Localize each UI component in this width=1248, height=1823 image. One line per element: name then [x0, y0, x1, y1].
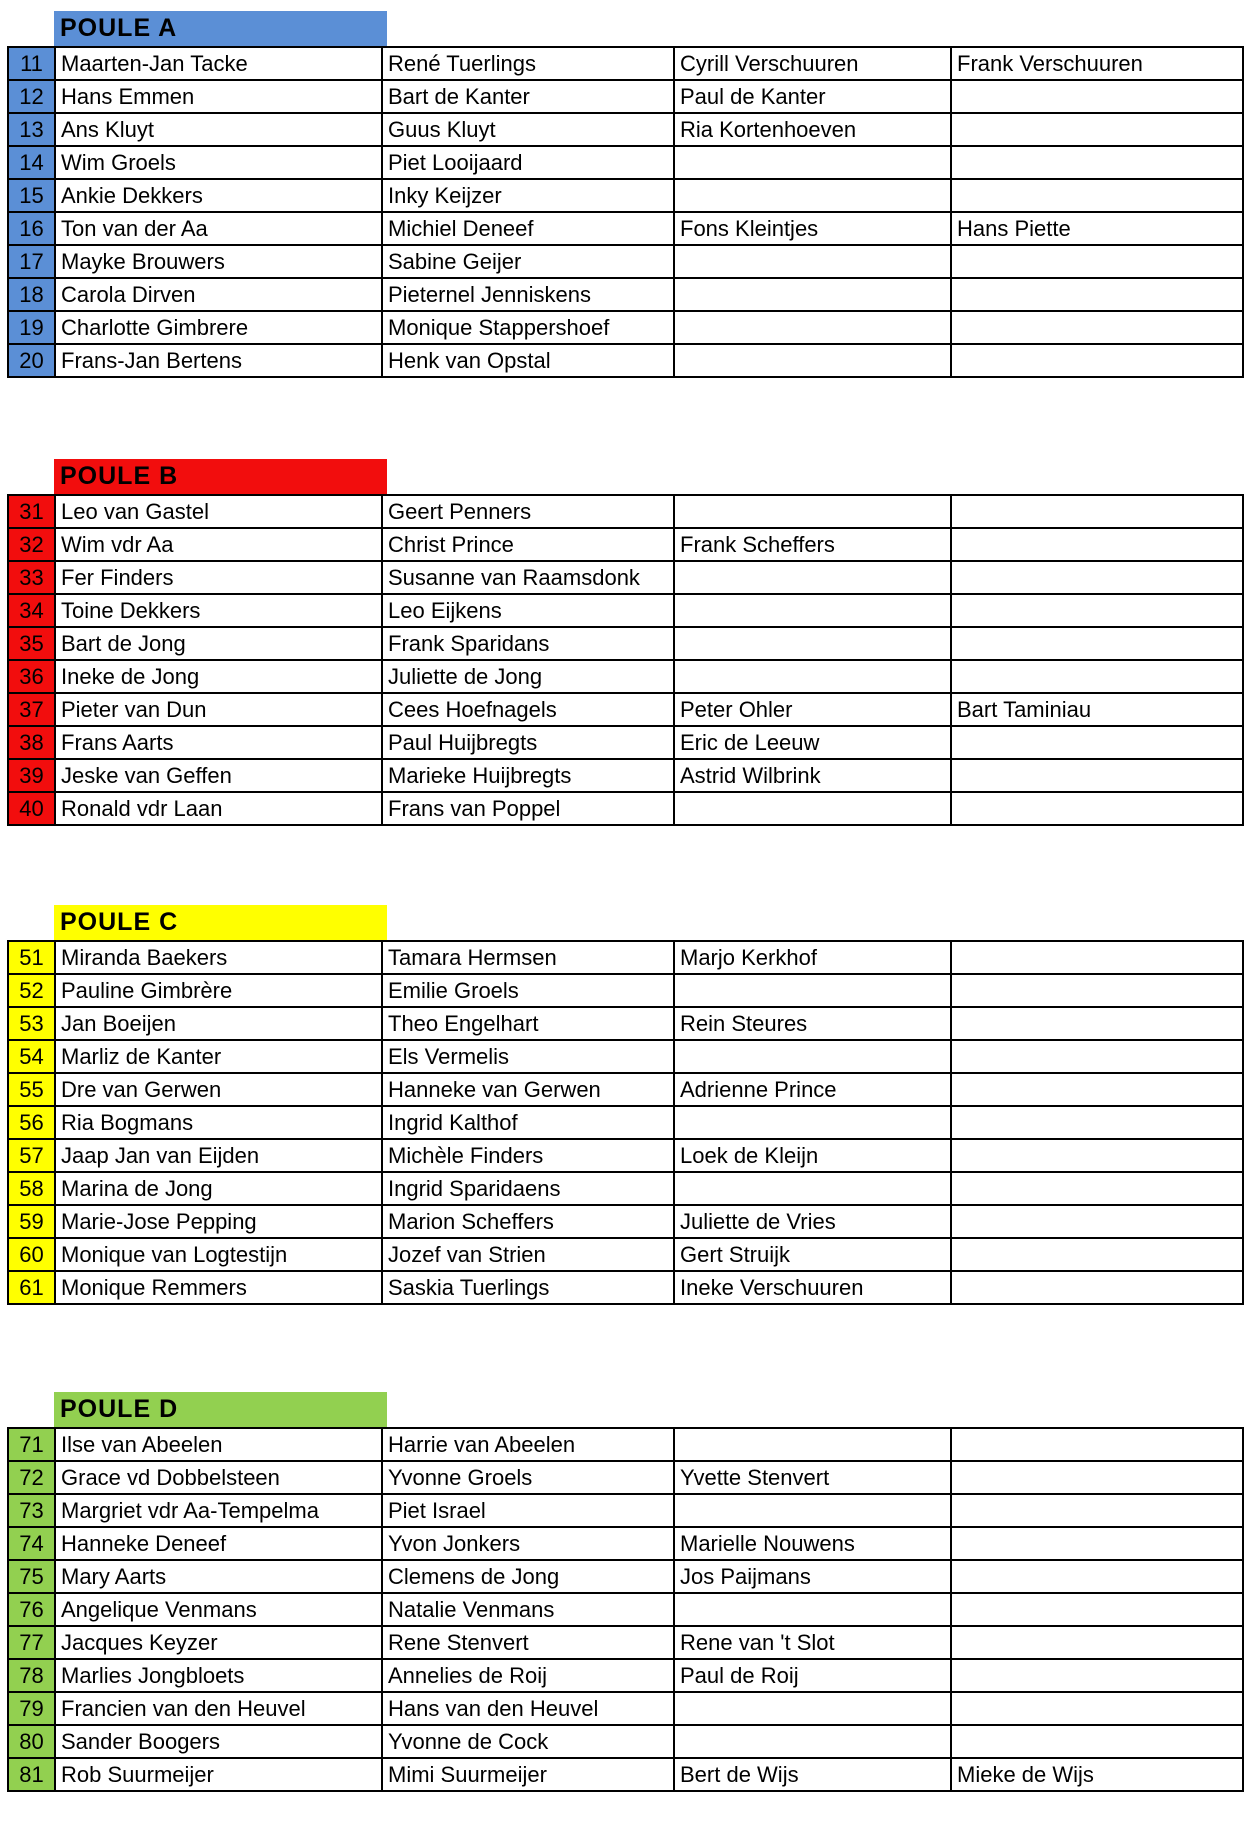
player-name-cell: Leo van Gastel: [55, 495, 382, 528]
team-number: 32: [8, 528, 55, 561]
team-number: 37: [8, 693, 55, 726]
team-number: 38: [8, 726, 55, 759]
player-name-cell: [951, 113, 1243, 146]
player-name-cell: Ronald vdr Laan: [55, 792, 382, 825]
team-number: 14: [8, 146, 55, 179]
player-name-cell: Saskia Tuerlings: [382, 1271, 674, 1304]
player-name-cell: [951, 1428, 1243, 1461]
team-number: 51: [8, 941, 55, 974]
team-number: 39: [8, 759, 55, 792]
team-number: 13: [8, 113, 55, 146]
player-name-cell: Sander Boogers: [55, 1725, 382, 1758]
player-name-cell: Monique Remmers: [55, 1271, 382, 1304]
player-name-cell: [674, 1428, 951, 1461]
player-name-cell: Jaap Jan van Eijden: [55, 1139, 382, 1172]
table-row: [8, 1007, 1243, 1040]
table-row: [8, 179, 1243, 212]
player-name-cell: Pieter van Dun: [55, 693, 382, 726]
player-name-cell: [674, 1593, 951, 1626]
table-row: [8, 594, 1243, 627]
player-name-cell: [674, 311, 951, 344]
table-row: [8, 278, 1243, 311]
player-name-cell: Christ Prince: [382, 528, 674, 561]
player-name-cell: Grace vd Dobbelsteen: [55, 1461, 382, 1494]
player-name-cell: [951, 759, 1243, 792]
player-name-cell: Rob Suurmeijer: [55, 1758, 382, 1791]
player-name-cell: Maarten-Jan Tacke: [55, 47, 382, 80]
player-name-cell: [951, 344, 1243, 377]
player-name-cell: Pieternel Jenniskens: [382, 278, 674, 311]
player-name-cell: Marjo Kerkhof: [674, 941, 951, 974]
team-number: 76: [8, 1593, 55, 1626]
player-name-cell: René Tuerlings: [382, 47, 674, 80]
player-name-cell: Jozef van Strien: [382, 1238, 674, 1271]
table-row: [8, 660, 1243, 693]
player-name-cell: [951, 1527, 1243, 1560]
team-number: 31: [8, 495, 55, 528]
player-name-cell: [951, 1106, 1243, 1139]
player-name-cell: Ankie Dekkers: [55, 179, 382, 212]
player-name-cell: Marina de Jong: [55, 1172, 382, 1205]
player-name-cell: Guus Kluyt: [382, 113, 674, 146]
player-name-cell: [951, 1659, 1243, 1692]
player-name-cell: Fons Kleintjes: [674, 212, 951, 245]
player-name-cell: Wim Groels: [55, 146, 382, 179]
player-name-cell: Angelique Venmans: [55, 1593, 382, 1626]
table-row: [8, 792, 1243, 825]
player-name-cell: Piet Looijaard: [382, 146, 674, 179]
player-name-cell: Ilse van Abeelen: [55, 1428, 382, 1461]
player-name-cell: [951, 1172, 1243, 1205]
player-name-cell: [951, 1205, 1243, 1238]
player-name-cell: [951, 1139, 1243, 1172]
team-number: 75: [8, 1560, 55, 1593]
player-name-cell: Mayke Brouwers: [55, 245, 382, 278]
player-name-cell: Ans Kluyt: [55, 113, 382, 146]
player-name-cell: Francien van den Heuvel: [55, 1692, 382, 1725]
team-number: 59: [8, 1205, 55, 1238]
player-name-cell: [951, 1494, 1243, 1527]
table-row: [8, 1725, 1243, 1758]
team-number: 57: [8, 1139, 55, 1172]
player-name-cell: Marieke Huijbregts: [382, 759, 674, 792]
table-row: [8, 1659, 1243, 1692]
poule-table: [7, 940, 1244, 1305]
poule-section: [7, 11, 1244, 378]
team-number: 74: [8, 1527, 55, 1560]
table-row: [8, 627, 1243, 660]
poule-title: POULE C: [54, 905, 387, 940]
player-name-cell: Ingrid Sparidaens: [382, 1172, 674, 1205]
table-row: [8, 1172, 1243, 1205]
player-name-cell: Miranda Baekers: [55, 941, 382, 974]
table-row: [8, 1758, 1243, 1791]
table-row: [8, 1593, 1243, 1626]
player-name-cell: [951, 1238, 1243, 1271]
poule-table: [7, 46, 1244, 378]
player-name-cell: Juliette de Jong: [382, 660, 674, 693]
player-name-cell: Paul Huijbregts: [382, 726, 674, 759]
player-name-cell: Paul de Kanter: [674, 80, 951, 113]
player-name-cell: Bert de Wijs: [674, 1758, 951, 1791]
player-name-cell: Tamara Hermsen: [382, 941, 674, 974]
table-row: [8, 1428, 1243, 1461]
player-name-cell: Adrienne Prince: [674, 1073, 951, 1106]
player-name-cell: Marliz de Kanter: [55, 1040, 382, 1073]
table-row: [8, 974, 1243, 1007]
player-name-cell: [951, 561, 1243, 594]
player-name-cell: Ingrid Kalthof: [382, 1106, 674, 1139]
player-name-cell: Harrie van Abeelen: [382, 1428, 674, 1461]
player-name-cell: [951, 245, 1243, 278]
player-name-cell: Piet Israel: [382, 1494, 674, 1527]
table-row: [8, 1271, 1243, 1304]
player-name-cell: [951, 1007, 1243, 1040]
player-name-cell: Yvette Stenvert: [674, 1461, 951, 1494]
player-name-cell: [951, 80, 1243, 113]
team-number: 33: [8, 561, 55, 594]
table-row: [8, 693, 1243, 726]
player-name-cell: Loek de Kleijn: [674, 1139, 951, 1172]
player-name-cell: [674, 344, 951, 377]
player-name-cell: [674, 1106, 951, 1139]
poule-title: POULE A: [54, 11, 387, 46]
player-name-cell: Frans van Poppel: [382, 792, 674, 825]
player-name-cell: Michiel Deneef: [382, 212, 674, 245]
team-number: 56: [8, 1106, 55, 1139]
player-name-cell: Marie-Jose Pepping: [55, 1205, 382, 1238]
player-name-cell: Mary Aarts: [55, 1560, 382, 1593]
player-name-cell: Rein Steures: [674, 1007, 951, 1040]
player-name-cell: Michèle Finders: [382, 1139, 674, 1172]
player-name-cell: [674, 1692, 951, 1725]
player-name-cell: Pauline Gimbrère: [55, 974, 382, 1007]
team-number: 81: [8, 1758, 55, 1791]
player-name-cell: [951, 1626, 1243, 1659]
player-name-cell: Theo Engelhart: [382, 1007, 674, 1040]
player-name-cell: Ineke Verschuuren: [674, 1271, 951, 1304]
table-row: [8, 1626, 1243, 1659]
player-name-cell: [674, 1494, 951, 1527]
player-name-cell: Annelies de Roij: [382, 1659, 674, 1692]
player-name-cell: [674, 594, 951, 627]
player-name-cell: Hanneke van Gerwen: [382, 1073, 674, 1106]
player-name-cell: Paul de Roij: [674, 1659, 951, 1692]
table-row: [8, 1494, 1243, 1527]
player-name-cell: [951, 660, 1243, 693]
table-row: [8, 344, 1243, 377]
player-name-cell: Marion Scheffers: [382, 1205, 674, 1238]
player-name-cell: Ria Kortenhoeven: [674, 113, 951, 146]
table-row: [8, 47, 1243, 80]
table-row: [8, 146, 1243, 179]
player-name-cell: [674, 495, 951, 528]
player-name-cell: [951, 627, 1243, 660]
poule-table: [7, 494, 1244, 826]
team-number: 79: [8, 1692, 55, 1725]
player-name-cell: Henk van Opstal: [382, 344, 674, 377]
player-name-cell: [951, 974, 1243, 1007]
player-name-cell: Clemens de Jong: [382, 1560, 674, 1593]
player-name-cell: Margriet vdr Aa-Tempelma: [55, 1494, 382, 1527]
table-row: [8, 245, 1243, 278]
poule-title: POULE D: [54, 1392, 387, 1427]
player-name-cell: Frank Sparidans: [382, 627, 674, 660]
player-name-cell: [951, 528, 1243, 561]
team-number: 58: [8, 1172, 55, 1205]
player-name-cell: [674, 660, 951, 693]
table-row: [8, 726, 1243, 759]
poule-section: [7, 459, 1244, 826]
player-name-cell: Toine Dekkers: [55, 594, 382, 627]
team-number: 77: [8, 1626, 55, 1659]
team-number: 73: [8, 1494, 55, 1527]
player-name-cell: [674, 561, 951, 594]
player-name-cell: Juliette de Vries: [674, 1205, 951, 1238]
team-number: 52: [8, 974, 55, 1007]
player-name-cell: [674, 1040, 951, 1073]
player-name-cell: Hans Piette: [951, 212, 1243, 245]
player-name-cell: Carola Dirven: [55, 278, 382, 311]
player-name-cell: [951, 1461, 1243, 1494]
team-number: 72: [8, 1461, 55, 1494]
table-row: [8, 1238, 1243, 1271]
player-name-cell: Bart Taminiau: [951, 693, 1243, 726]
table-row: [8, 1106, 1243, 1139]
player-name-cell: Hans van den Heuvel: [382, 1692, 674, 1725]
team-number: 15: [8, 179, 55, 212]
player-name-cell: [951, 1725, 1243, 1758]
player-name-cell: Charlotte Gimbrere: [55, 311, 382, 344]
table-row: [8, 212, 1243, 245]
player-name-cell: [951, 1040, 1243, 1073]
player-name-cell: Monique Stappershoef: [382, 311, 674, 344]
player-name-cell: Cyrill Verschuuren: [674, 47, 951, 80]
player-name-cell: Astrid Wilbrink: [674, 759, 951, 792]
player-name-cell: Yvonne Groels: [382, 1461, 674, 1494]
player-name-cell: Eric de Leeuw: [674, 726, 951, 759]
player-name-cell: Monique van Logtestijn: [55, 1238, 382, 1271]
table-row: [8, 1139, 1243, 1172]
player-name-cell: [674, 1172, 951, 1205]
player-name-cell: [674, 179, 951, 212]
player-name-cell: Cees Hoefnagels: [382, 693, 674, 726]
player-name-cell: Jacques Keyzer: [55, 1626, 382, 1659]
table-row: [8, 1560, 1243, 1593]
player-name-cell: Ria Bogmans: [55, 1106, 382, 1139]
player-name-cell: Emilie Groels: [382, 974, 674, 1007]
table-row: [8, 1040, 1243, 1073]
table-row: [8, 528, 1243, 561]
team-number: 40: [8, 792, 55, 825]
player-name-cell: [674, 278, 951, 311]
player-name-cell: Frans-Jan Bertens: [55, 344, 382, 377]
team-number: 80: [8, 1725, 55, 1758]
player-name-cell: [951, 941, 1243, 974]
player-name-cell: Yvon Jonkers: [382, 1527, 674, 1560]
player-name-cell: [951, 179, 1243, 212]
player-name-cell: Jeske van Geffen: [55, 759, 382, 792]
table-row: [8, 1692, 1243, 1725]
player-name-cell: [674, 627, 951, 660]
poule-title: POULE B: [54, 459, 387, 494]
player-name-cell: Ton van der Aa: [55, 212, 382, 245]
poule-section: [7, 905, 1244, 1305]
team-number: 54: [8, 1040, 55, 1073]
player-name-cell: Rene van 't Slot: [674, 1626, 951, 1659]
player-name-cell: Bart de Kanter: [382, 80, 674, 113]
player-name-cell: Hans Emmen: [55, 80, 382, 113]
table-row: [8, 1073, 1243, 1106]
team-number: 55: [8, 1073, 55, 1106]
player-name-cell: Mieke de Wijs: [951, 1758, 1243, 1791]
player-name-cell: [951, 1560, 1243, 1593]
team-number: 18: [8, 278, 55, 311]
player-name-cell: Natalie Venmans: [382, 1593, 674, 1626]
table-row: [8, 759, 1243, 792]
player-name-cell: [951, 1692, 1243, 1725]
player-name-cell: [674, 245, 951, 278]
player-name-cell: Marielle Nouwens: [674, 1527, 951, 1560]
player-name-cell: [674, 1725, 951, 1758]
player-name-cell: [951, 1073, 1243, 1106]
player-name-cell: Bart de Jong: [55, 627, 382, 660]
player-name-cell: Gert Struijk: [674, 1238, 951, 1271]
team-number: 12: [8, 80, 55, 113]
team-number: 36: [8, 660, 55, 693]
team-number: 20: [8, 344, 55, 377]
table-row: [8, 80, 1243, 113]
player-name-cell: Frank Verschuuren: [951, 47, 1243, 80]
team-number: 35: [8, 627, 55, 660]
team-number: 19: [8, 311, 55, 344]
player-name-cell: Fer Finders: [55, 561, 382, 594]
player-name-cell: [951, 146, 1243, 179]
player-name-cell: Marlies Jongbloets: [55, 1659, 382, 1692]
player-name-cell: Inky Keijzer: [382, 179, 674, 212]
player-name-cell: Wim vdr Aa: [55, 528, 382, 561]
table-row: [8, 1461, 1243, 1494]
team-number: 53: [8, 1007, 55, 1040]
poule-table: [7, 1427, 1244, 1792]
player-name-cell: Yvonne de Cock: [382, 1725, 674, 1758]
player-name-cell: Els Vermelis: [382, 1040, 674, 1073]
player-name-cell: [951, 495, 1243, 528]
player-name-cell: Frans Aarts: [55, 726, 382, 759]
team-number: 34: [8, 594, 55, 627]
player-name-cell: [674, 792, 951, 825]
player-name-cell: Jos Paijmans: [674, 1560, 951, 1593]
team-number: 71: [8, 1428, 55, 1461]
player-name-cell: Susanne van Raamsdonk: [382, 561, 674, 594]
player-name-cell: Mimi Suurmeijer: [382, 1758, 674, 1791]
player-name-cell: [951, 1593, 1243, 1626]
table-row: [8, 561, 1243, 594]
player-name-cell: [951, 726, 1243, 759]
player-name-cell: Dre van Gerwen: [55, 1073, 382, 1106]
table-row: [8, 1527, 1243, 1560]
player-name-cell: [951, 792, 1243, 825]
player-name-cell: Leo Eijkens: [382, 594, 674, 627]
player-name-cell: [674, 974, 951, 1007]
player-name-cell: Geert Penners: [382, 495, 674, 528]
team-number: 11: [8, 47, 55, 80]
player-name-cell: Jan Boeijen: [55, 1007, 382, 1040]
table-row: [8, 113, 1243, 146]
table-row: [8, 941, 1243, 974]
table-row: [8, 1205, 1243, 1238]
team-number: 61: [8, 1271, 55, 1304]
player-name-cell: Rene Stenvert: [382, 1626, 674, 1659]
player-name-cell: Hanneke Deneef: [55, 1527, 382, 1560]
team-number: 60: [8, 1238, 55, 1271]
team-number: 17: [8, 245, 55, 278]
table-row: [8, 495, 1243, 528]
poule-section: [7, 1392, 1244, 1792]
player-name-cell: [951, 311, 1243, 344]
table-row: [8, 311, 1243, 344]
player-name-cell: Sabine Geijer: [382, 245, 674, 278]
player-name-cell: Peter Ohler: [674, 693, 951, 726]
player-name-cell: [951, 594, 1243, 627]
team-number: 78: [8, 1659, 55, 1692]
player-name-cell: Frank Scheffers: [674, 528, 951, 561]
player-name-cell: [951, 1271, 1243, 1304]
player-name-cell: Ineke de Jong: [55, 660, 382, 693]
team-number: 16: [8, 212, 55, 245]
player-name-cell: [674, 146, 951, 179]
player-name-cell: [951, 278, 1243, 311]
